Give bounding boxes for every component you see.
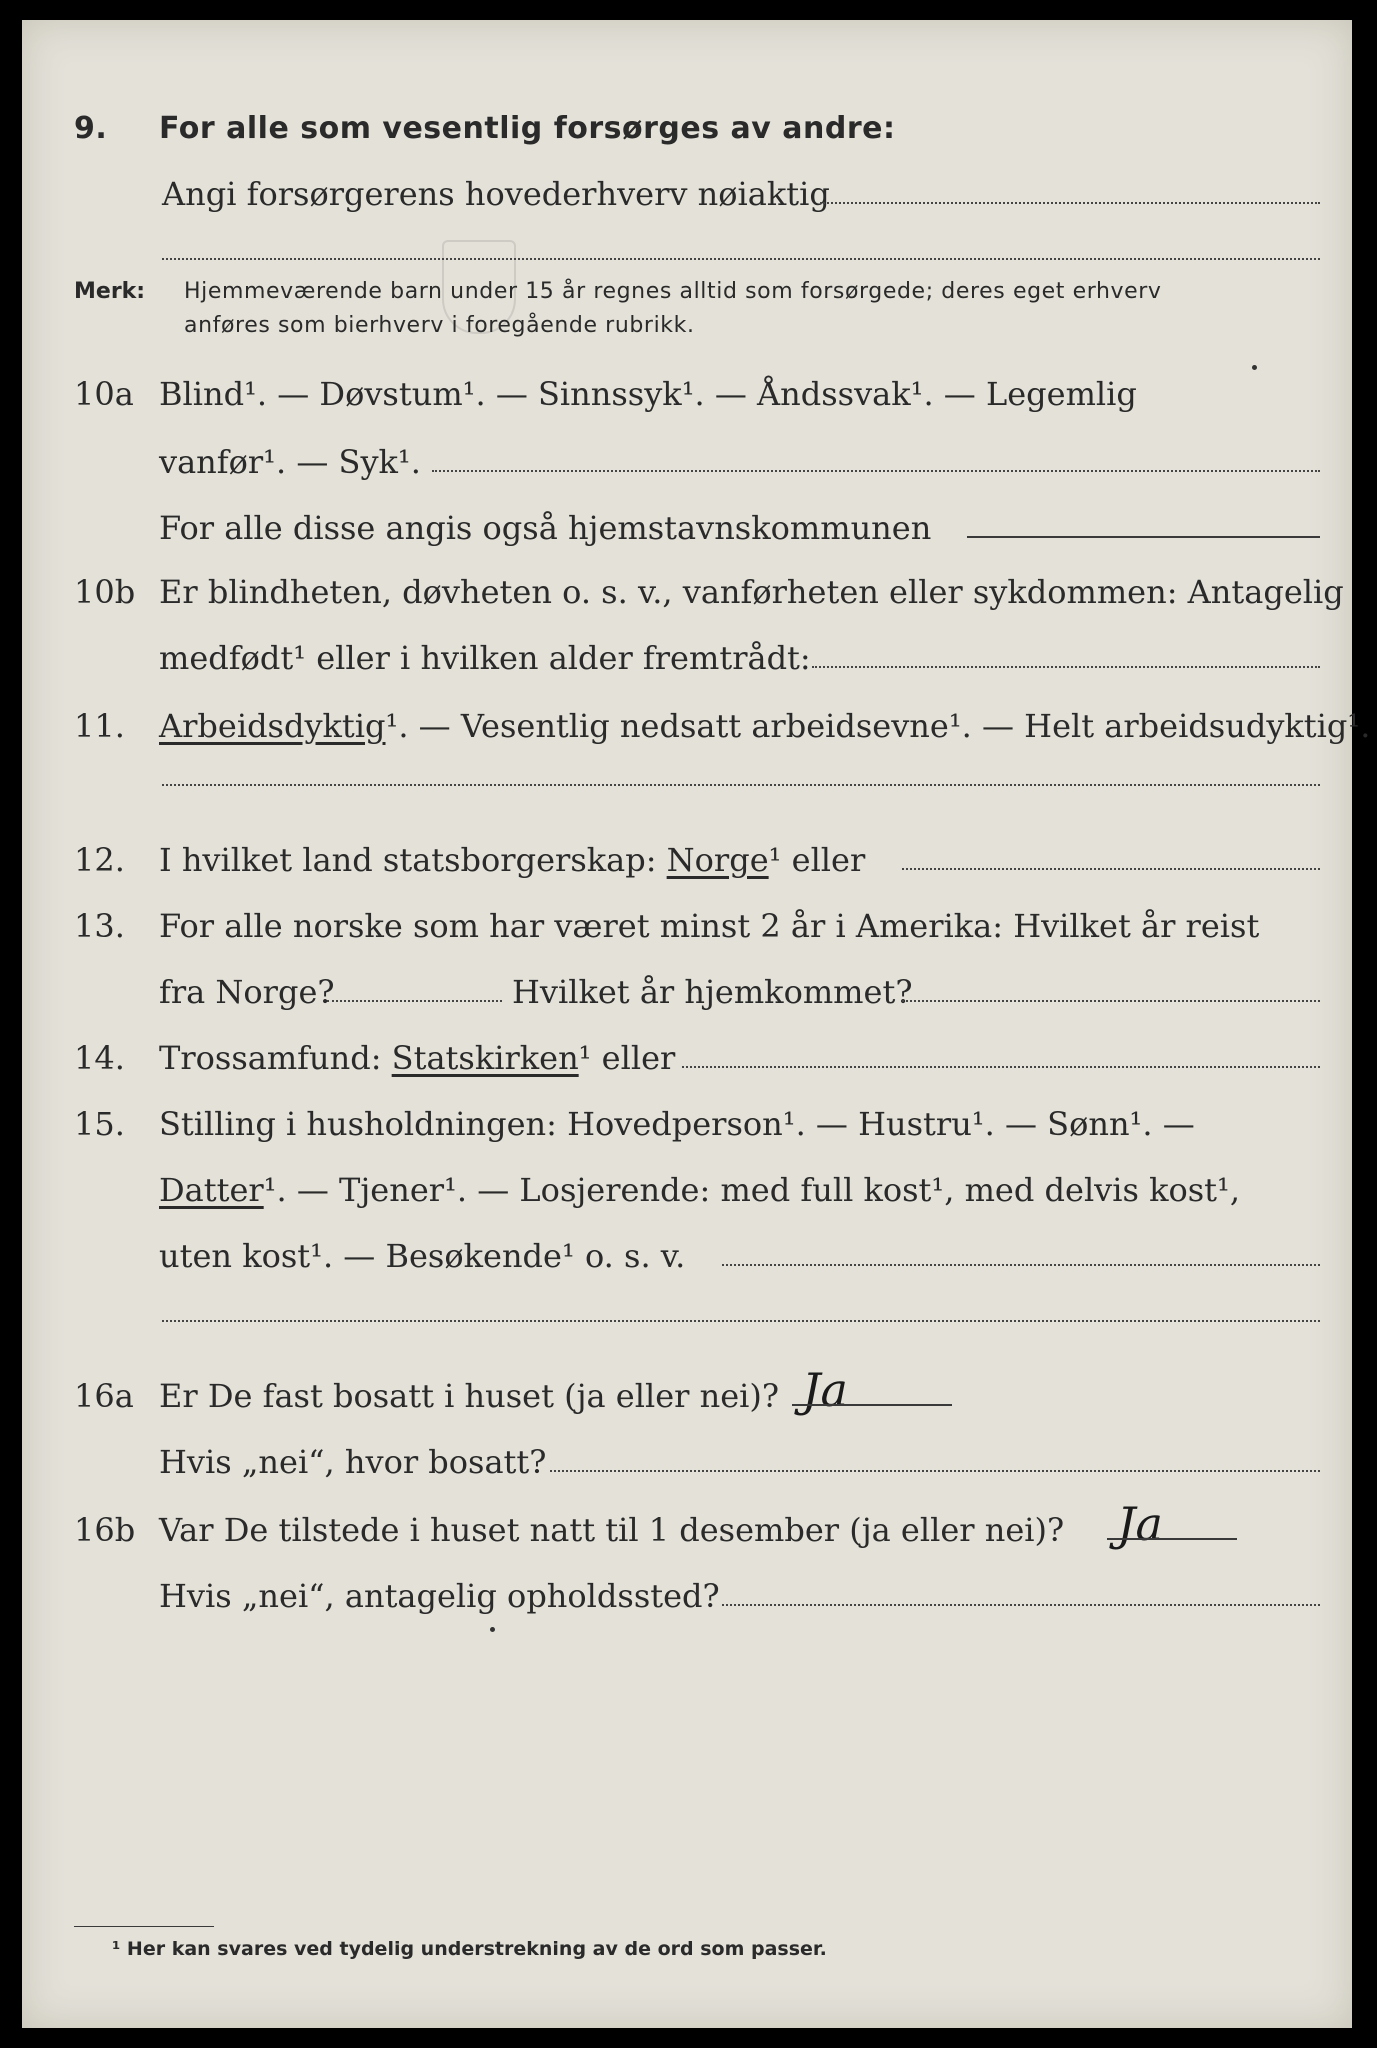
ink-dot: [490, 1627, 495, 1632]
q11-row: [22, 702, 1371, 750]
q10b-line-2: medfødt¹ eller i hvilken alder fremtrådt:: [159, 639, 811, 677]
q14-row: [22, 1034, 1352, 1082]
q13-reist-line: [327, 1000, 502, 1002]
q10b-answer-line: [812, 666, 1320, 668]
q12-suffix: ¹ eller: [768, 841, 866, 879]
q9-title: For alle som vesentlig forsørges av andre:: [159, 111, 896, 146]
q9-title-row: [22, 105, 1352, 153]
footnote: ¹ Her kan svares ved tydelig understrekning av de ord som passer.: [112, 1938, 827, 1960]
q12-prefix: I hvilket land statsborgerskap:: [159, 841, 657, 879]
q16a-row-1: [22, 1363, 1352, 1420]
footnote-rule: [74, 1926, 214, 1927]
q16a-handwritten-answer: Ja: [802, 1363, 848, 1417]
q10a-line-2: vanfør¹. — Syk¹.: [159, 443, 421, 481]
q9-line-row: [22, 170, 1352, 218]
q11-number: 11.: [74, 707, 125, 745]
q14-text: [159, 1034, 675, 1082]
q16a-number: 16a: [74, 1377, 134, 1415]
q14-prefix: Trossamfund:: [159, 1039, 382, 1077]
q13-hjemkommet-line: [902, 1000, 1320, 1002]
q16b-handwritten-answer: Ja: [1117, 1497, 1163, 1551]
q15-extra-line: [162, 1320, 1320, 1322]
q16a-row-2: [22, 1438, 1352, 1486]
q15-answer-line: [722, 1264, 1320, 1266]
q9-line-label: Angi forsørgerens hovederhverv nøiaktig: [162, 175, 830, 213]
q10a-line-1: Blind¹. — Døvstum¹. — Sinnssyk¹. — Åndssvak¹. — Legemlig: [159, 375, 1137, 413]
q10a-number: 10a: [74, 375, 134, 413]
q13-line-2b: Hvilket år hjemkommet?: [512, 973, 913, 1011]
q11-rest: ¹. — Vesentlig nedsatt arbeidsevne¹. — Helt arbeidsudyktig¹.: [385, 707, 1371, 745]
q15-line-3: uten kost¹. — Besøkende¹ o. s. v.: [159, 1237, 686, 1275]
q16a-line-2: Hvis „nei“, hvor bosatt?: [159, 1443, 547, 1481]
q14-answer-line: [682, 1066, 1320, 1068]
q10a-hjemstavn-line: [967, 536, 1320, 538]
q11-extra-line: [162, 784, 1320, 786]
q15-line-1: Stilling i husholdningen: Hovedperson¹. — Hustru¹. — Sønn¹. —: [159, 1105, 1195, 1143]
q9-extra-line: [162, 258, 1320, 260]
q12-answer-line: [902, 868, 1320, 870]
q16b-row-1: [22, 1497, 1352, 1554]
census-form-page: [22, 20, 1371, 2028]
q16b-row-2: [22, 1572, 1352, 1620]
q13-row-1: [22, 902, 1352, 950]
q13-row-2: [22, 968, 1352, 1016]
q15-row-3: [22, 1232, 1352, 1280]
q16b-number: 16b: [74, 1511, 136, 1549]
q14-number: 14.: [74, 1039, 125, 1077]
q13-line-2a: fra Norge?: [159, 973, 335, 1011]
q16a-answer-line: [792, 1404, 952, 1406]
q15-underlined-answer: Datter: [159, 1171, 264, 1209]
merk-line-2: anføres som bierhverv i foregående rubrikk.: [184, 313, 695, 338]
q16a-line-1: Er De fast bosatt i huset (ja eller nei)?: [159, 1377, 780, 1415]
q15-row-1: [22, 1100, 1352, 1148]
q16b-line-1: Var De tilstede i huset natt til 1 desember (ja eller nei)?: [159, 1511, 1065, 1549]
q12-number: 12.: [74, 841, 125, 879]
q10b-line-1: Er blindheten, døvheten o. s. v., vanførheten eller sykdommen: Antagelig: [159, 573, 1344, 611]
q13-line-1: For alle norske som har været minst 2 år i Amerika: Hvilket år reist: [159, 907, 1260, 945]
q15-number: 15.: [74, 1105, 125, 1143]
q10a-row-2: [22, 438, 1352, 486]
q10a-row-3: [22, 504, 1352, 552]
q10a-syk-line: [432, 470, 1320, 472]
q14-suffix: ¹ eller: [578, 1039, 676, 1077]
q12-text: [159, 836, 865, 884]
q11-text: [159, 702, 1370, 750]
q10a-line-3: For alle disse angis også hjemstavnskommunen: [159, 509, 932, 547]
merk-line-1: Hjemmeværende barn under 15 år regnes alltid som forsørgede; deres eget erhverv: [184, 279, 1162, 304]
q16b-answer-line: [1107, 1538, 1237, 1540]
q12-row: [22, 836, 1352, 884]
q10a-row-1: [22, 370, 1352, 418]
q16b-line-2: Hvis „nei“, antagelig opholdssted?: [159, 1577, 720, 1615]
q10b-number: 10b: [74, 573, 136, 611]
q14-underlined-answer: Statskirken: [391, 1039, 579, 1077]
q16a-bosatt-line: [550, 1470, 1320, 1472]
q11-underlined-answer: Arbeidsdyktig: [159, 707, 386, 745]
q15-line-2: [159, 1166, 1240, 1214]
q10b-row-1: [22, 568, 1352, 616]
q9-answer-line: [820, 202, 1320, 204]
q10b-row-2: [22, 634, 1352, 682]
q9-number: 9.: [74, 111, 108, 146]
q13-number: 13.: [74, 907, 125, 945]
q15-line-2-rest: ¹. — Tjener¹. — Losjerende: med full kost¹, med delvis kost¹,: [263, 1171, 1241, 1209]
q12-underlined-answer: Norge: [666, 841, 769, 879]
merk-label: Merk:: [74, 279, 146, 304]
q16b-opholdssted-line: [722, 1604, 1320, 1606]
q15-row-2: [22, 1166, 1352, 1214]
merk-body: [184, 275, 1334, 343]
